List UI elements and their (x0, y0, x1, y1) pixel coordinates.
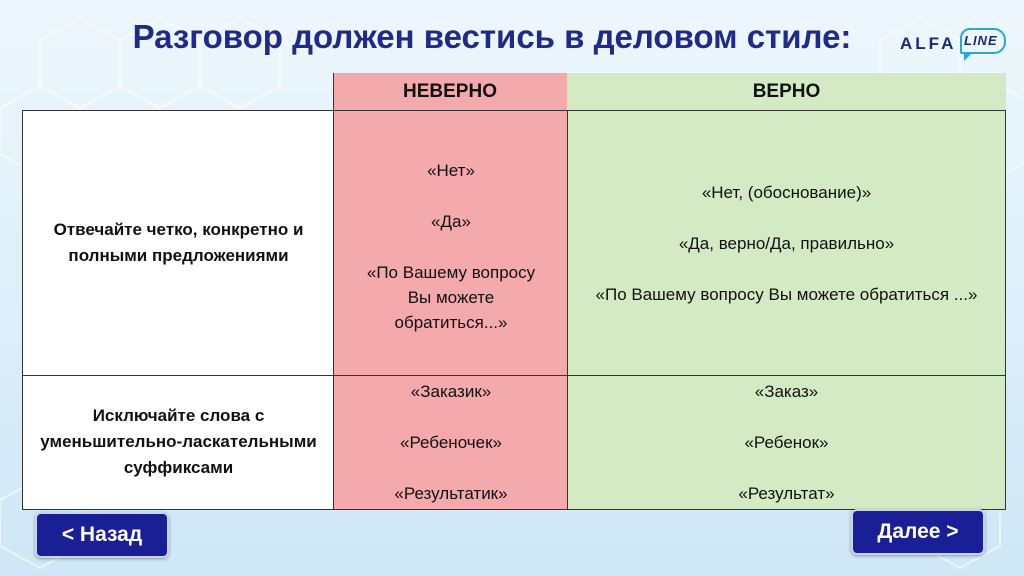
rule-2-wrong-item: «Результатик» (394, 483, 508, 503)
rule-2-wrong-item: «Ребеночек» (400, 432, 502, 452)
rule-1-right-item: «Да, верно/Да, правильно» (678, 233, 895, 253)
row-divider (23, 375, 1005, 376)
header-right: ВЕРНО (567, 73, 1006, 110)
rule-2-wrong (334, 375, 568, 509)
rule-1-right-item: «По Вашему вопросу Вы можете обратиться ...» (595, 284, 978, 304)
rule-1-label: Отвечайте четко, конкретно и полными предложениями (53, 220, 304, 265)
rule-2-label: Исключайте слова с уменьшительно-ласкательными суффиксами (40, 406, 317, 477)
rule-1-right (568, 111, 1005, 375)
back-button[interactable]: < Назад (35, 512, 169, 558)
logo-text-alfa: ALFA (900, 34, 957, 53)
page-title: Разговор должен вестись в деловом стиле: (132, 18, 852, 55)
column-divider (333, 73, 334, 509)
rule-1-wrong-item: «Да» (431, 211, 471, 231)
rule-2-right-item: «Результат» (738, 483, 835, 503)
rule-2-right-item: «Заказ» (754, 381, 819, 401)
rule-1-wrong-item: «Нет» (427, 160, 475, 180)
alfa-line-logo (900, 28, 1010, 64)
header-wrong: НЕВЕРНО (333, 73, 567, 110)
rules-table (22, 110, 1006, 510)
rule-2-right-item: «Ребенок» (744, 432, 829, 452)
logo-text-line: LINE (964, 33, 998, 48)
rule-2-right (568, 375, 1005, 509)
rule-2-wrong-item: «Заказик» (410, 381, 492, 401)
rule-1-wrong-item: «По Вашему вопросу Вы можете обратиться...» (366, 262, 536, 332)
rule-1-wrong (334, 111, 568, 375)
column-divider (567, 111, 568, 509)
speech-bubble-tail-icon (964, 53, 972, 61)
rule-1-right-item: «Нет, (обоснование)» (701, 182, 872, 202)
next-button[interactable]: Далее > (851, 509, 985, 555)
